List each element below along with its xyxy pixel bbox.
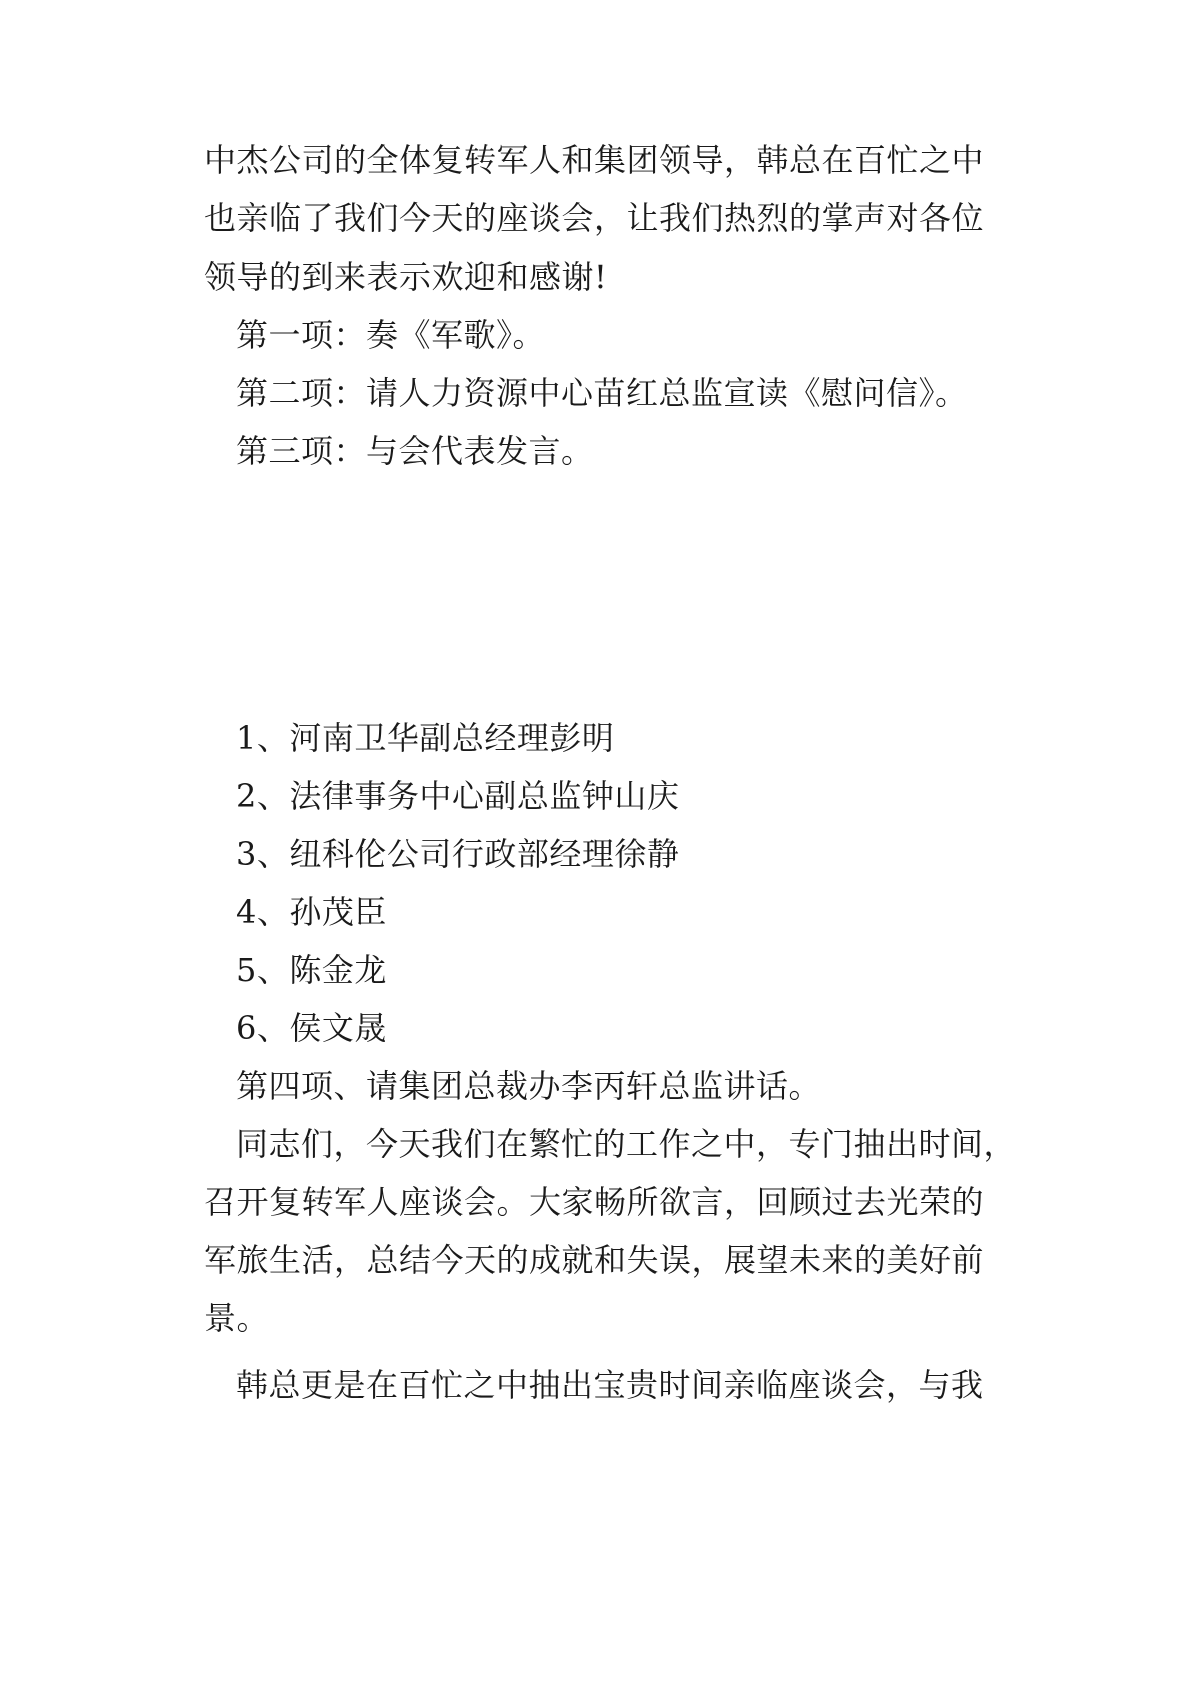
speaker-list-item: 5、陈金龙 — [236, 951, 387, 989]
speech-paragraph-line: 韩总更是在百忙之中抽出宝贵时间亲临座谈会，与我 — [236, 1366, 984, 1404]
agenda-item-4: 第四项、请集团总裁办李丙轩总监讲话。 — [236, 1067, 822, 1105]
agenda-item-1: 第一项：奏《军歌》。 — [236, 316, 546, 354]
speaker-list-item: 1、河南卫华副总经理彭明 — [236, 719, 615, 757]
agenda-item-2: 第二项：请人力资源中心苗红总监宣读《慰问信》。 — [236, 374, 968, 412]
speaker-list-item: 6、侯文晟 — [236, 1009, 387, 1047]
speech-paragraph-line: 同志们，今天我们在繁忙的工作之中，专门抽出时间， — [236, 1125, 1017, 1163]
speech-paragraph-line: 景。 — [204, 1299, 270, 1337]
paragraph-line: 也亲临了我们今天的座谈会，让我们热烈的掌声对各位 — [204, 199, 985, 237]
agenda-item-3: 第三项：与会代表发言。 — [236, 432, 594, 470]
speaker-list-item: 2、法律事务中心副总监钟山庆 — [236, 777, 680, 815]
speaker-list-item: 4、孙茂臣 — [236, 893, 387, 931]
paragraph-line: 领导的到来表示欢迎和感谢! — [204, 258, 608, 296]
speech-paragraph-line: 召开复转军人座谈会。大家畅所欲言，回顾过去光荣的 — [204, 1183, 985, 1221]
speaker-list-item: 3、纽科伦公司行政部经理徐静 — [236, 835, 680, 873]
paragraph-line: 中杰公司的全体复转军人和集团领导，韩总在百忙之中 — [204, 141, 985, 179]
speech-paragraph-line: 军旅生活，总结今天的成就和失误，展望未来的美好前 — [204, 1241, 985, 1279]
